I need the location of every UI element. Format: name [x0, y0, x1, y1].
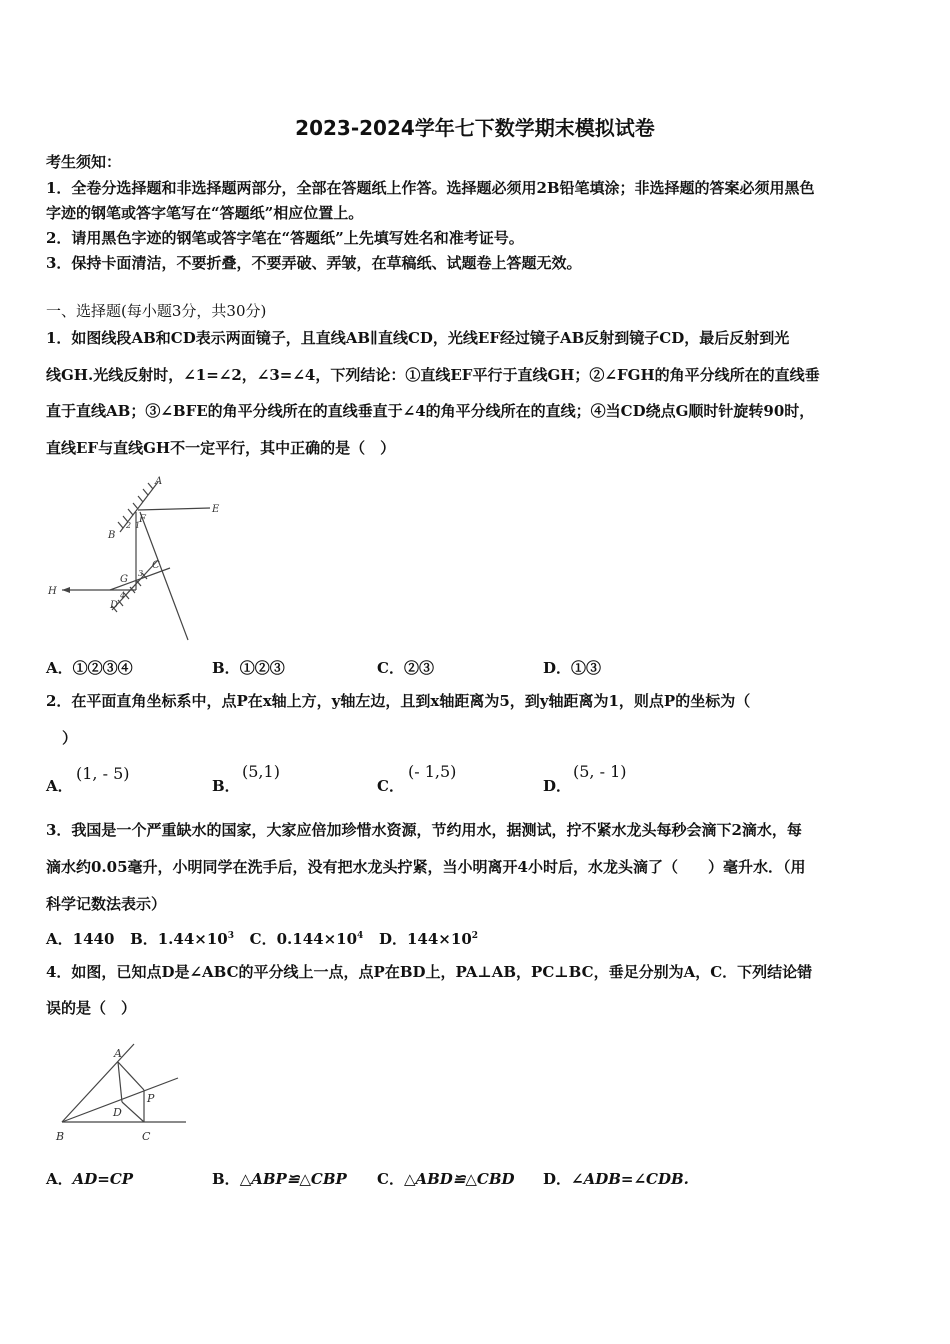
q2-option-b-letter[interactable]: B．: [212, 777, 240, 795]
q1-label-a: A: [155, 476, 163, 487]
q4-label-p: P: [147, 1092, 155, 1105]
q4-label-d: D: [113, 1106, 122, 1119]
q2-option-b-value[interactable]: (5,1): [242, 762, 280, 781]
q4-label-a: A: [114, 1047, 122, 1060]
q1-option-a[interactable]: A．①②③④: [46, 659, 133, 677]
notice-item-3: 3．保持卡面清洁，不要折叠，不要弄破、弄皱，在草稿纸、试题卷上答题无效。: [46, 254, 582, 272]
q4-option-c[interactable]: C．△ABD≌△CBD: [377, 1170, 515, 1188]
q1-label-4: 4: [120, 591, 126, 600]
q1-label-b: B: [108, 530, 116, 541]
q4-label-c: C: [142, 1130, 151, 1143]
q1-text-line-4: 直线EF与直线GH不一定平行，其中正确的是（ ）: [46, 439, 396, 457]
q4-angle-bisector-figure: [50, 1040, 195, 1148]
q1-text-line-2: 线GH.光线反射时，∠1=∠2，∠3=∠4，下列结论：①直线EF平行于直线GH；②∠FGH的角平分线所在的直线垂: [46, 366, 820, 384]
q1-label-f: F: [139, 514, 146, 525]
q2-option-d-letter[interactable]: D．: [543, 777, 572, 795]
q2-text-line-1: 2．在平面直角坐标系中，点P在x轴上方，y轴左边，且到x轴距离为5，到y轴距离为1，则点P的坐标为（: [46, 692, 751, 710]
q2-option-c-value[interactable]: (- 1,5): [408, 762, 457, 781]
q4-option-b[interactable]: B．△ABP≌△CBP: [212, 1170, 347, 1188]
notice-item-1b: 字迹的钢笔或答字笔写在“答题纸”相应位置上。: [46, 204, 364, 222]
q2-option-d-value[interactable]: (5, - 1): [573, 762, 627, 781]
q1-text-line-3: 直于直线AB；③∠BFE的角平分线所在的直线垂直于∠4的角平分线所在的直线；④当CD绕点G顺时针旋转90时，: [46, 402, 815, 420]
q4-option-d[interactable]: D．∠ADB=∠CDB.: [543, 1170, 689, 1188]
q1-option-d[interactable]: D．①③: [543, 659, 602, 677]
q2-text-line-2: ）: [62, 729, 78, 747]
notice-heading: 考生须知：: [46, 153, 122, 171]
page-title: 2023-2024学年七下数学期末模拟试卷: [295, 116, 655, 140]
q3-text-line-3: 科学记数法表示）: [46, 895, 167, 913]
q4-label-b: B: [56, 1130, 65, 1143]
q3-text-line-1: 3．我国是一个严重缺水的国家，大家应倍加珍惜水资源，节约用水，据测试，拧不紧水龙头每秒会滴下2滴水，每: [46, 821, 802, 839]
q1-label-e: E: [212, 504, 220, 515]
q1-label-3: 3: [138, 569, 144, 578]
q1-label-h: H: [48, 586, 57, 597]
q3-options-row: [46, 928, 478, 949]
q2-option-c-letter[interactable]: C．: [377, 777, 404, 795]
q2-option-a-letter[interactable]: A．: [46, 777, 73, 795]
q1-label-d: D: [110, 600, 119, 611]
q1-mirror-figure: [40, 472, 240, 644]
q3-text-line-2: 滴水约0.05毫升，小明同学在洗手后，没有把水龙头拧紧，当小明离开4小时后，水龙头滴了（ ）毫升水．（用: [46, 858, 806, 876]
q1-label-c: C: [152, 560, 160, 571]
q1-label-g: G: [120, 574, 128, 585]
section-heading: 一、选择题(每小题3分，共30分): [46, 302, 267, 320]
ray-ba: [62, 1044, 134, 1122]
q3-option-c[interactable]: C．$0.144\times 10^4$: [249, 930, 364, 948]
q4-text-line-1: 4．如图，已知点D是∠ABC的平分线上一点，点P在BD上，PA⊥AB，PC⊥BC，垂足分别为A，C．下列结论错: [46, 963, 813, 981]
notice-item-2: 2．请用黑色字迹的钢笔或答字笔在“答题纸”上先填写姓名和准考证号。: [46, 229, 524, 247]
q3-option-a[interactable]: A．1440: [46, 930, 115, 948]
q1-text-line-1: 1．如图线段AB和CD表示两面镜子，且直线AB∥直线CD，光线EF经过镜子AB反射到镜子CD，最后反射到光: [46, 329, 790, 347]
q3-option-b[interactable]: B．$1.44\times 10^3$: [130, 930, 234, 948]
q4-option-a[interactable]: A．AD=CP: [46, 1170, 134, 1188]
q1-label-2: 2: [126, 521, 132, 530]
q4-text-line-2: 误的是（ ）: [46, 999, 137, 1017]
q1-label-1: 1: [135, 521, 141, 530]
notice-item-1a: 1．全卷分选择题和非选择题两部分，全部在答题纸上作答。选择题必须用2B铅笔填涂；非选择题的答案必须用黑色: [46, 179, 815, 197]
q2-option-a-value[interactable]: (1, - 5): [76, 764, 130, 783]
q3-option-d[interactable]: D．$144\times 10^2$: [378, 930, 479, 948]
q1-option-c[interactable]: C．②③: [377, 659, 434, 677]
q1-option-b[interactable]: B．①②③: [212, 659, 285, 677]
